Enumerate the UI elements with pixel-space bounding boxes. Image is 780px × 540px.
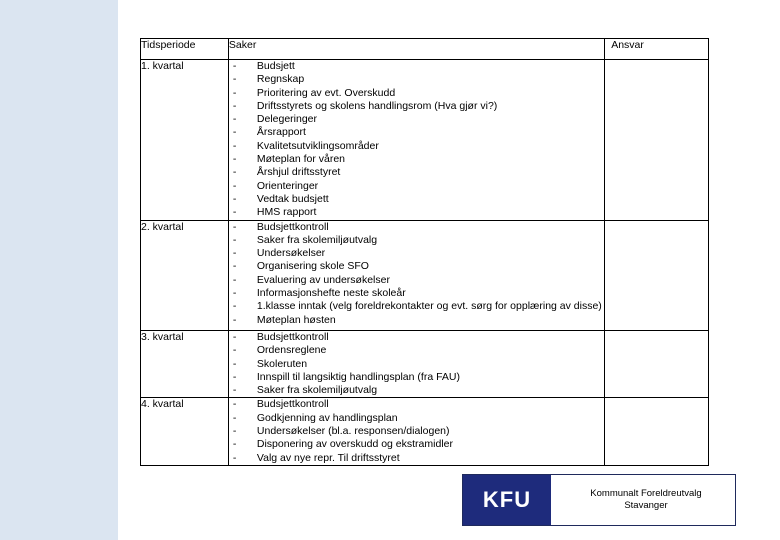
list-item-text: Vedtak budsjett — [256, 192, 329, 205]
list-item-text: HMS rapport — [256, 206, 317, 219]
period-cell: 3. kvartal — [141, 330, 229, 397]
kfu-logo — [463, 475, 551, 525]
ansvar-cell — [605, 398, 709, 465]
list-item-text: Årshjul driftsstyret — [256, 166, 341, 179]
footer-org-line2: Stavanger — [624, 500, 668, 511]
list-item-text: 1.klasse inntak (velg foreldrekontakter og evt. sørg for opplæring av disse) — [256, 300, 602, 313]
kfu-logo-text: KFU — [482, 487, 532, 512]
list-item-text: Undersøkelser — [256, 247, 326, 260]
list-item — [229, 260, 604, 273]
list-item — [229, 140, 604, 153]
list-item-text: Godkjenning av handlingsplan — [256, 411, 398, 424]
table-row — [141, 60, 709, 221]
list-item — [229, 371, 604, 384]
list-item — [229, 331, 604, 344]
list-item — [229, 438, 604, 451]
list-item-text: Årsrapport — [256, 126, 306, 139]
header-ansvar: Ansvar — [605, 39, 709, 60]
header-saker-label: Saker — [228, 39, 257, 51]
items-cell — [228, 60, 604, 221]
list-item — [229, 247, 604, 260]
list-dash: - — [232, 73, 237, 86]
list-item-text: Innspill til langsiktig handlingsplan (fra FAU) — [256, 370, 460, 383]
left-sidebar-band — [0, 0, 118, 540]
footer-org-name — [551, 475, 735, 525]
header-saker — [228, 39, 604, 60]
list-item-text: Budsjett — [256, 60, 295, 72]
table-header-row — [141, 39, 709, 60]
items-list — [229, 331, 604, 397]
list-item — [229, 87, 604, 100]
ansvar-cell — [605, 60, 709, 221]
list-dash: - — [232, 247, 237, 260]
period-cell: 1. kvartal — [141, 60, 229, 221]
list-dash: - — [232, 179, 237, 192]
list-item — [229, 358, 604, 371]
list-item-text: Budsjettkontroll — [256, 398, 329, 411]
list-item — [229, 153, 604, 166]
list-item-text: Kvalitetsutviklingsområder — [256, 139, 379, 152]
list-item-text: Saker fra skolemiljøutvalg — [256, 384, 378, 397]
footer-logo-block — [462, 474, 736, 526]
list-dash: - — [232, 220, 237, 233]
table-row — [141, 330, 709, 397]
header-tidsperiode: Tidsperiode — [141, 39, 229, 60]
list-item-text: Prioritering av evt. Overskudd — [256, 86, 396, 99]
list-item — [229, 113, 604, 126]
list-dash: - — [232, 398, 237, 411]
list-item-text: Ordensreglene — [256, 344, 327, 357]
list-item — [229, 452, 604, 465]
list-dash: - — [232, 330, 237, 343]
list-dash: - — [232, 233, 237, 246]
list-item — [229, 180, 604, 193]
period-cell: 4. kvartal — [141, 398, 229, 465]
list-dash: - — [232, 99, 237, 112]
list-item — [229, 398, 604, 411]
list-dash: - — [232, 139, 237, 152]
list-dash: - — [232, 451, 237, 464]
list-item — [229, 100, 604, 113]
list-dash: - — [232, 313, 237, 326]
ansvar-cell — [605, 220, 709, 330]
items-cell — [228, 330, 604, 397]
list-dash: - — [232, 438, 237, 451]
list-item-text: Saker fra skolemiljøutvalg — [256, 233, 378, 246]
list-item — [229, 300, 604, 313]
list-dash: - — [232, 300, 237, 313]
list-dash: - — [232, 287, 237, 300]
list-item — [229, 314, 604, 327]
footer-org-line1: Kommunalt Foreldreutvalg — [590, 488, 702, 499]
items-list — [229, 60, 604, 220]
table-row — [141, 398, 709, 465]
list-item — [229, 221, 604, 234]
list-dash: - — [232, 411, 237, 424]
list-item-text: Budsjettkontroll — [256, 220, 329, 233]
list-item-text: Organisering skole SFO — [256, 260, 369, 273]
list-item-text: Møteplan høsten — [256, 313, 336, 326]
list-dash: - — [232, 357, 237, 370]
list-item — [229, 384, 604, 397]
list-item — [229, 412, 604, 425]
list-dash: - — [232, 113, 237, 126]
list-dash: - — [232, 126, 237, 139]
list-item-text: Driftsstyrets og skolens handlingsrom (Hva gjør vi?) — [256, 99, 498, 112]
list-item — [229, 287, 604, 300]
ansvar-cell — [605, 330, 709, 397]
list-item-text: Delegeringer — [256, 113, 318, 126]
list-item-text: Disponering av overskudd og ekstramidler — [256, 438, 453, 451]
list-dash: - — [232, 344, 237, 357]
list-dash: - — [232, 60, 237, 72]
list-item-text: Orienteringer — [256, 179, 319, 192]
list-item — [229, 274, 604, 287]
items-cell — [228, 398, 604, 465]
list-item — [229, 60, 604, 73]
annual-plan-table — [140, 38, 709, 466]
items-list — [229, 398, 604, 464]
list-dash: - — [232, 166, 237, 179]
list-item — [229, 206, 604, 219]
list-dash: - — [232, 370, 237, 383]
list-item-text: Valg av nye repr. Til driftsstyret — [256, 451, 400, 464]
items-list — [229, 221, 604, 327]
list-item-text: Budsjettkontroll — [256, 330, 329, 343]
list-item-text: Undersøkelser (bl.a. responsen/dialogen) — [256, 425, 450, 438]
list-item — [229, 344, 604, 357]
list-item — [229, 126, 604, 139]
list-item-text: Skoleruten — [256, 357, 308, 370]
list-dash: - — [232, 153, 237, 166]
list-item — [229, 425, 604, 438]
table-row — [141, 220, 709, 330]
list-dash: - — [232, 192, 237, 205]
list-dash: - — [232, 206, 237, 219]
list-dash: - — [232, 273, 237, 286]
list-item-text: Evaluering av undersøkelser — [256, 273, 390, 286]
list-item — [229, 234, 604, 247]
list-item-text: Møteplan for våren — [256, 153, 346, 166]
list-dash: - — [232, 86, 237, 99]
list-item — [229, 166, 604, 179]
list-item-text: Informasjonshefte neste skoleår — [256, 287, 406, 300]
period-cell: 2. kvartal — [141, 220, 229, 330]
list-item — [229, 193, 604, 206]
list-dash: - — [232, 384, 237, 397]
list-dash: - — [232, 425, 237, 438]
list-item — [229, 73, 604, 86]
list-item-text: Regnskap — [256, 73, 305, 86]
items-cell — [228, 220, 604, 330]
list-dash: - — [232, 260, 237, 273]
